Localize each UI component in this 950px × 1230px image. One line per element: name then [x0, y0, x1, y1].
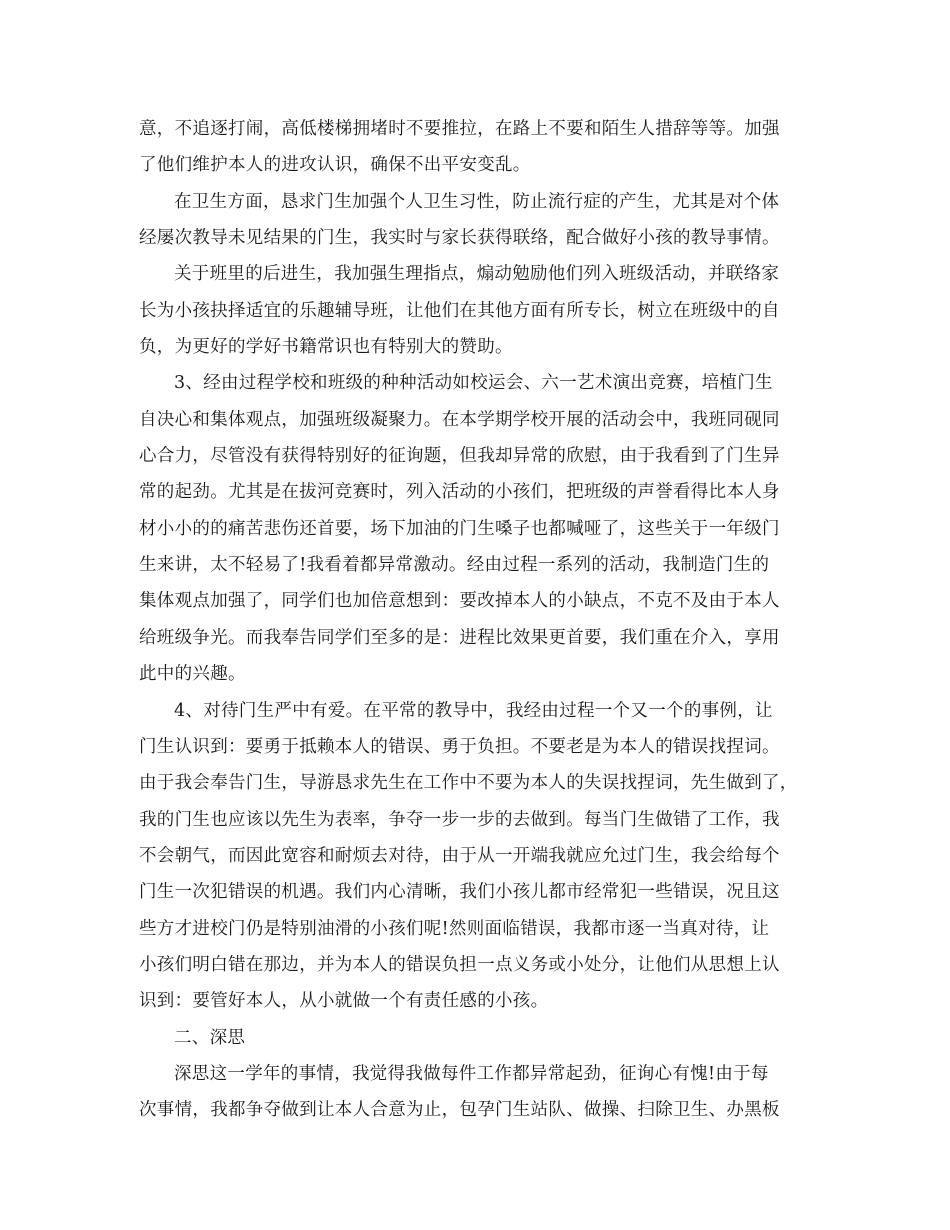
- text-line: 深思这一学年的事情，我觉得我做每件工作都异常起劲，征询心有愧!由于每: [174, 1063, 769, 1084]
- text-line: 集体观点加强了，同学们也加倍意想到：要改掉本人的小缺点，不克不及由于本人: [139, 591, 780, 612]
- text-line: 长为小孩抉择适宜的乐趣辅导班，让他们在其他方面有所专长，树立在班级中的自: [139, 300, 780, 321]
- text-line: 小孩们明白错在那边，并为本人的错误负担一点义务或小处分，让他们从思想上认: [139, 954, 780, 975]
- text-line: 常的起劲。尤其是在拔河竞赛时，列入活动的小孩们，把班级的声誉看得比本人身: [139, 482, 780, 503]
- text-line: 些方才进校门仍是特别油滑的小孩们呢!然则面临错误，我都市逐一当真对待，让: [139, 918, 770, 939]
- text-line: 次事情，我都争夺做到让本人合意为止，包孕门生站队、做操、扫除卫生、办黑板: [139, 1100, 780, 1121]
- text-line: 由于我会奉告门生，导游恳求先生在工作中不要为本人的失误找捏词，先生做到了，: [139, 773, 798, 794]
- text-line: 在卫生方面，恳求门生加强个人卫生习性，防止流行症的产生，尤其是对个体: [174, 191, 780, 212]
- text-line: 4、对待门生严中有爱。在平常的教导中，我经由过程一个又一个的事例，让: [174, 700, 773, 721]
- text-line: 门生认识到：要勇于抵赖本人的错误、勇于负担。不要老是为本人的错误找捏词。: [139, 736, 780, 757]
- text-line: 经屡次教导未见结果的门生，我实时与家长获得联络，配合做好小孩的教导事情。: [139, 228, 780, 249]
- text-line: 心合力，尽管没有获得特别好的征询题，但我却异常的欣慰，由于我看到了门生异: [139, 446, 780, 467]
- text-line: 负，为更好的学好书籍常识也有特别大的赞助。: [139, 337, 513, 358]
- text-line: 二、深思: [174, 1027, 246, 1048]
- text-line: 门生一次犯错误的机遇。我们内心清晰，我们小孩儿都市经常犯一些错误，况且这: [139, 882, 780, 903]
- text-line: 关于班里的后进生，我加强生理指点，煽动勉励他们列入班级活动，并联络家: [174, 264, 780, 285]
- text-line: 意，不追逐打闹，高低楼梯拥堵时不要推拉，在路上不要和陌生人措辞等等。加强: [139, 119, 780, 139]
- text-line: 不会朝气，而因此宽容和耐烦去对待，由于从一开端我就应允过门生，我会给每个: [139, 845, 780, 866]
- text-line: 此中的兴趣。: [139, 664, 246, 685]
- document-body: [139, 111, 813, 1129]
- text-line: 识到：要管好本人，从小就做一个有责任感的小孩。: [139, 991, 549, 1012]
- text-line: 生来讲，太不轻易了!我看着都异常激动。经由过程一系列的活动，我制造门生的: [139, 555, 770, 576]
- text-line: 材小小的的痛苦悲伤还首要，场下加油的门生嗓子也都喊哑了，这些关于一年级门: [139, 518, 780, 539]
- text-line: 自决心和集体观点，加强班级凝聚力。在本学期学校开展的活动会中，我班同砚同: [139, 409, 780, 430]
- text-line: 给班级争光。而我奉告同学们至多的是：进程比效果更首要，我们重在介入，享用: [139, 627, 780, 648]
- text-line: 3、经由过程学校和班级的种种活动如校运会、六一艺术演出竞赛，培植门生: [174, 373, 773, 394]
- text-line: 了他们维护本人的进攻认识，确保不出平安变乱。: [139, 155, 531, 176]
- text-line: 我的门生也应该以先生为表率，争夺一步一步的去做到。每当门生做错了工作，我: [139, 809, 780, 830]
